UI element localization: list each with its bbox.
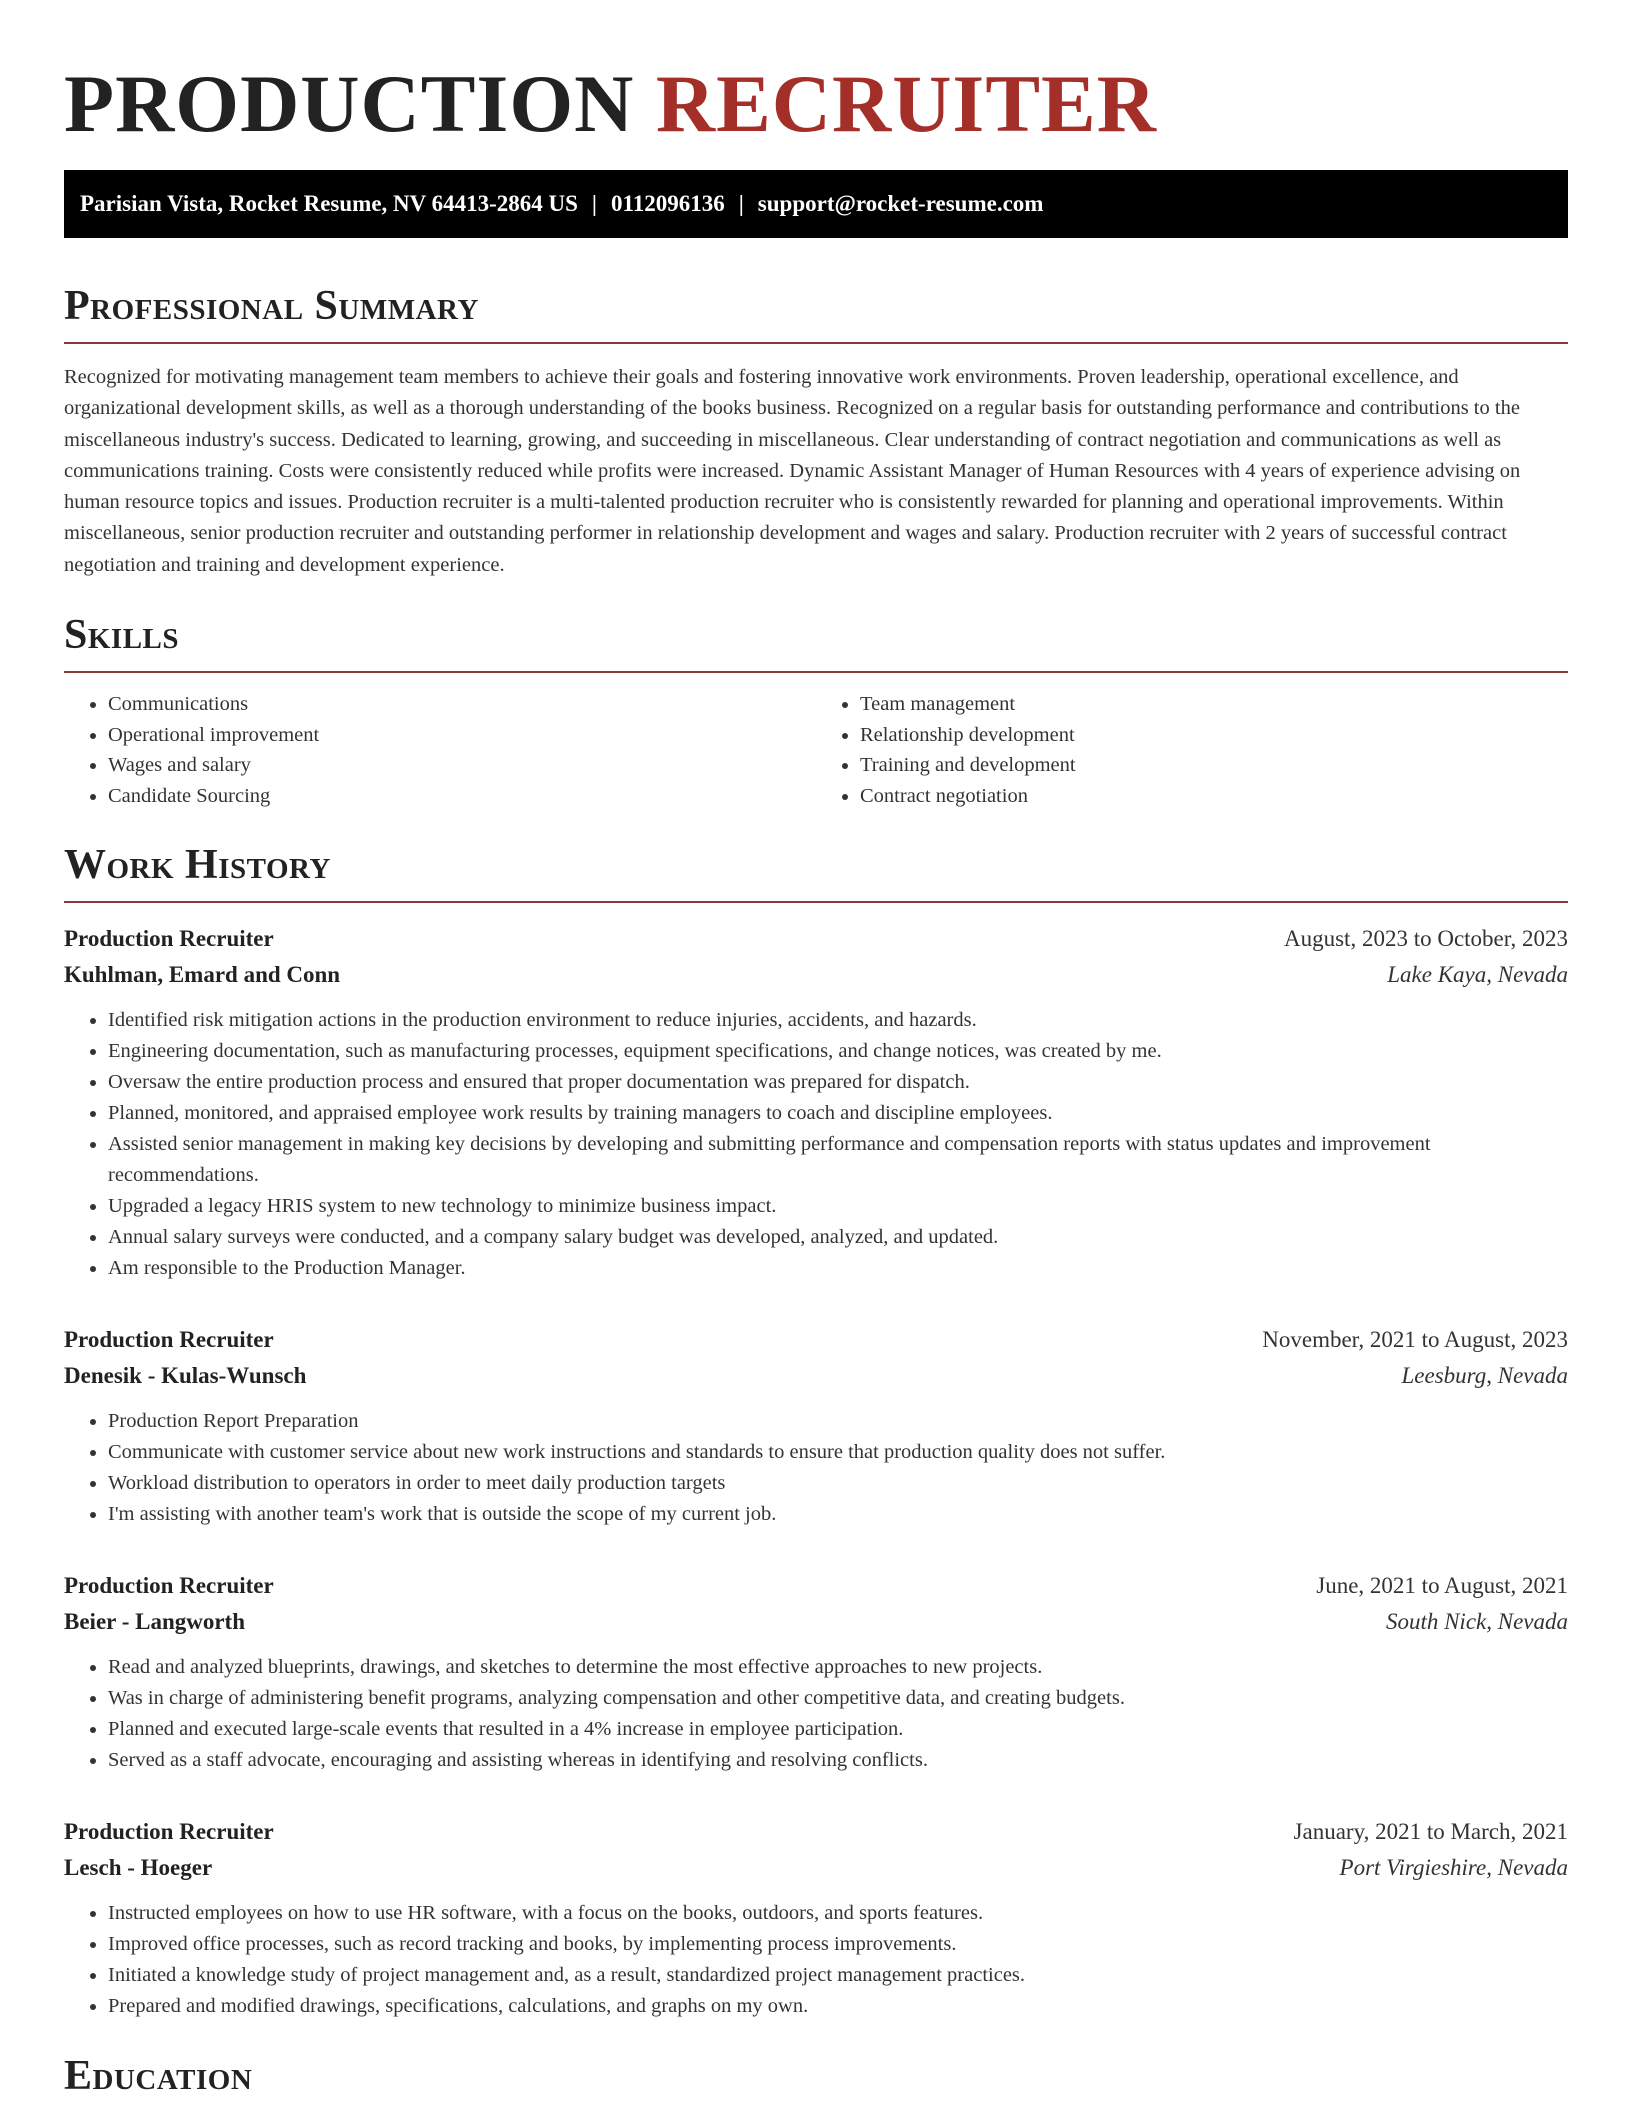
- job-header-row: [64, 1322, 1568, 1358]
- job-bullet: • Identified risk mitigation actions in the production environment to reduce injuries, accidents, and hazards.: [108, 1005, 1568, 1036]
- job-bullet: • Read and analyzed blueprints, drawings, and sketches to determine the most effective approaches to new projects.: [108, 1652, 1568, 1683]
- job-bullet: • Improved office processes, such as record tracking and books, by implementing process improvements.: [108, 1929, 1568, 1960]
- summary-section: [64, 280, 1568, 581]
- job-title: Production Recruiter: [64, 1573, 274, 1599]
- job-bullets: [64, 1406, 1568, 1530]
- job-company: Denesik - Kulas-Wunsch: [64, 1363, 307, 1389]
- contact-phone[interactable]: 0112096136: [610, 191, 725, 216]
- work-history-section: [64, 839, 1568, 2022]
- summary-text: Recognized for motivating management team members to achieve their goals and fostering innovative work environments. Proven leadership, operational excellence, and organizational development skills, as well as a thorough understanding of the books business. Recognized on a regular basis for outstanding performance and contributions to the miscellaneous industry's success. Dedicated to learning, growing, and succeeding in miscellaneous. Clear understanding of contract negotiation and communications as well as communications training. Costs were consistently reduced while profits were increased. Dynamic Assistant Manager of Human Resources with 4 years of experience advising on human resource topics and issues. Production recruiter is a multi-talented production recruiter who is consistently rewarded for planning and operational improvements. Within miscellaneous, senior production recruiter and outstanding performer in relationship development and wages and salary. Production recruiter with 2 years of successful contract negotiation and training and development experience.: [64, 366, 1521, 576]
- skill-item: • Operational improvement: [108, 720, 816, 751]
- skill-item: • Communications: [108, 689, 816, 720]
- contact-bar: [64, 170, 1568, 238]
- job-bullets: [64, 1005, 1568, 1284]
- job-bullet: • Engineering documentation, such as manufacturing processes, equipment specifications, and change notices, was created by me.: [108, 1036, 1568, 1067]
- job-company: Lesch - Hoeger: [64, 1855, 213, 1881]
- job-bullet: • Oversaw the entire production process and ensured that proper documentation was prepared for dispatch.: [108, 1067, 1568, 1098]
- job-header-row: [64, 1568, 1568, 1604]
- job-header-row: [64, 1814, 1568, 1850]
- job-bullets: [64, 1898, 1568, 2022]
- contact-separator: |: [591, 191, 597, 216]
- job-entry: [64, 1814, 1568, 2022]
- job-location: Leesburg, Nevada: [1401, 1363, 1568, 1389]
- skill-item: • Training and development: [860, 750, 1568, 781]
- job-company: Kuhlman, Emard and Conn: [64, 962, 341, 988]
- job-title: Production Recruiter: [64, 1327, 274, 1353]
- skill-item: • Team management: [860, 689, 1568, 720]
- job-company-row: [64, 957, 1568, 993]
- job-dates: January, 2021 to March, 2021: [1293, 1819, 1568, 1845]
- contact-separator: |: [738, 191, 744, 216]
- job-header-row: [64, 921, 1568, 957]
- job-bullet: • Planned, monitored, and appraised employee work results by training managers to coach and discipline employees.: [108, 1098, 1568, 1129]
- job-bullets: [64, 1652, 1568, 1776]
- job-company-row: [64, 1850, 1568, 1886]
- job-company-row: [64, 1358, 1568, 1394]
- job-bullet: • I'm assisting with another team's work that is outside the scope of my current job.: [108, 1499, 1568, 1530]
- skill-item: • Wages and salary: [108, 750, 816, 781]
- contact-email[interactable]: support@rocket-resume.com: [757, 191, 1044, 216]
- job-bullet: • Assisted senior management in making key decisions by developing and submitting performance and compensation reports with status updates and improvement recommendations.: [108, 1129, 1568, 1191]
- education-section: [64, 2050, 1568, 2112]
- summary-heading: Professional Summary: [64, 280, 1568, 344]
- job-bullet: • Communicate with customer service about new work instructions and standards to ensure that production quality does not suffer.: [108, 1437, 1568, 1468]
- skill-item: • Contract negotiation: [860, 781, 1568, 812]
- job-location: South Nick, Nevada: [1385, 1609, 1568, 1635]
- work-history-heading: Work History: [64, 839, 1568, 903]
- skills-column-left: [64, 689, 816, 811]
- job-entry: [64, 1322, 1568, 1530]
- job-title: Production Recruiter: [64, 1819, 274, 1845]
- job-location: Lake Kaya, Nevada: [1387, 962, 1568, 988]
- job-bullet: • Was in charge of administering benefit programs, analyzing compensation and other competitive data, and creating budgets.: [108, 1683, 1568, 1714]
- job-entry: [64, 1568, 1568, 1776]
- job-bullet: • Annual salary surveys were conducted, and a company salary budget was developed, analyzed, and updated.: [108, 1222, 1568, 1253]
- job-bullet: • Production Report Preparation: [108, 1406, 1568, 1437]
- skills-heading: Skills: [64, 609, 1568, 673]
- skill-item: • Relationship development: [860, 720, 1568, 751]
- job-company-row: [64, 1604, 1568, 1640]
- candidate-name: [64, 56, 1568, 152]
- job-bullet: • Upgraded a legacy HRIS system to new technology to minimize business impact.: [108, 1191, 1568, 1222]
- job-dates: June, 2021 to August, 2021: [1316, 1573, 1568, 1599]
- skills-column-right: [816, 689, 1568, 811]
- job-bullet: • Am responsible to the Production Manager.: [108, 1253, 1568, 1284]
- education-heading: Education: [64, 2053, 253, 2100]
- job-dates: August, 2023 to October, 2023: [1284, 926, 1568, 952]
- skill-item: • Candidate Sourcing: [108, 781, 816, 812]
- job-bullet: • Served as a staff advocate, encouraging and assisting whereas in identifying and resolving conflicts.: [108, 1745, 1568, 1776]
- job-location: Port Virgieshire, Nevada: [1339, 1855, 1568, 1881]
- job-title: Production Recruiter: [64, 926, 274, 952]
- job-company: Beier - Langworth: [64, 1609, 246, 1635]
- job-bullet: • Prepared and modified drawings, specifications, calculations, and graphs on my own.: [108, 1991, 1568, 2022]
- job-dates: November, 2021 to August, 2023: [1262, 1327, 1568, 1353]
- name-first: PRODUCTION: [64, 58, 635, 149]
- contact-address: Parisian Vista, Rocket Resume, NV 64413-2864 US: [80, 191, 578, 216]
- skills-grid: [64, 689, 1568, 811]
- job-bullet: • Instructed employees on how to use HR software, with a focus on the books, outdoors, and sports features.: [108, 1898, 1568, 1929]
- job-bullet: • Initiated a knowledge study of project management and, as a result, standardized project management practices.: [108, 1960, 1568, 1991]
- name-last: RECRUITER: [655, 58, 1157, 149]
- job-bullet: • Planned and executed large-scale events that resulted in a 4% increase in employee participation.: [108, 1714, 1568, 1745]
- job-bullet: • Workload distribution to operators in order to meet daily production targets: [108, 1468, 1568, 1499]
- skills-section: [64, 609, 1568, 811]
- job-entry: [64, 921, 1568, 1284]
